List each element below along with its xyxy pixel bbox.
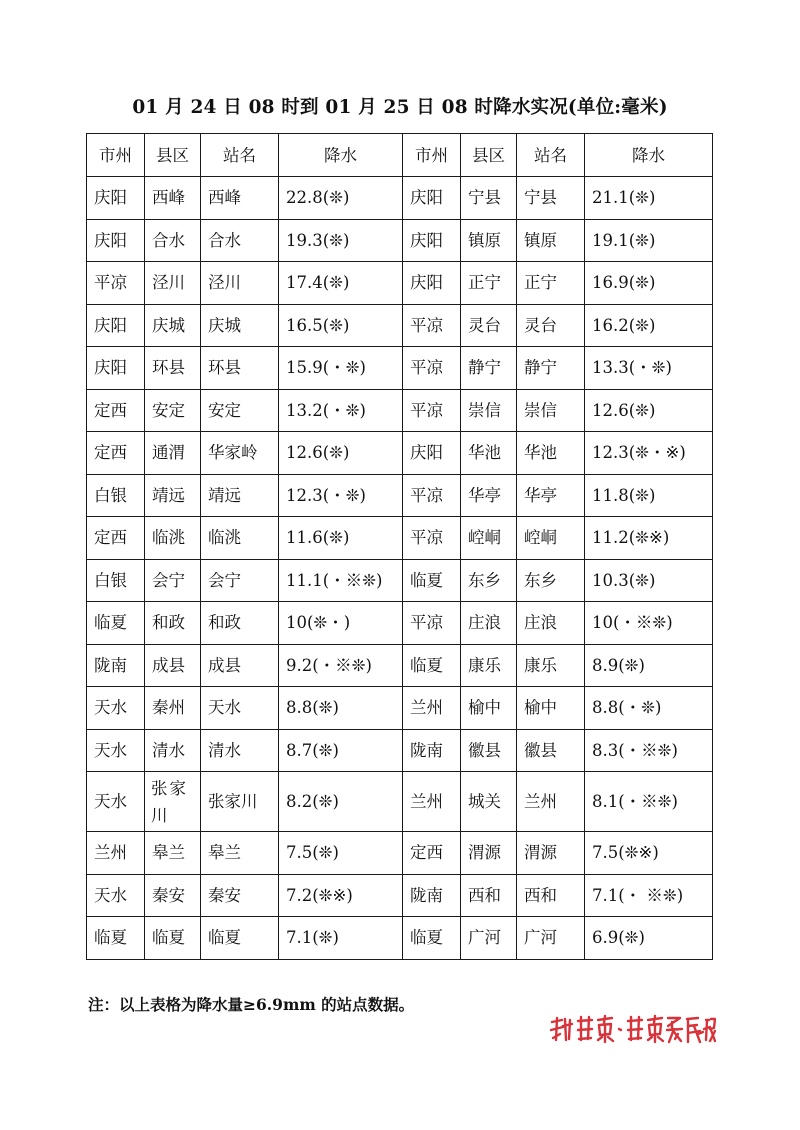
cell-city: 天水: [87, 729, 145, 772]
cell-precipitation: 13.3(・❊): [585, 347, 713, 390]
header-station: 站名: [517, 134, 585, 177]
cell-city: 白银: [87, 559, 145, 602]
cell-station: 庆城: [201, 304, 279, 347]
cell-county: 皋兰: [145, 832, 201, 875]
cell-station: 临洮: [201, 517, 279, 560]
cell-station: 广河: [517, 917, 585, 960]
cell-station: 秦安: [201, 874, 279, 917]
cell-county: 合水: [145, 219, 201, 262]
footnote: 注：以上表格为降水量≥6.9mm 的站点数据。: [88, 995, 415, 1014]
cell-county: 通渭: [145, 432, 201, 475]
cell-city: 庆阳: [403, 177, 461, 220]
table-row: [87, 687, 713, 730]
cell-city: 兰州: [87, 832, 145, 875]
cell-station: 崇信: [517, 389, 585, 432]
cell-city: 定西: [87, 432, 145, 475]
header-precipitation: 降水: [279, 134, 403, 177]
cell-county: 临夏: [145, 917, 201, 960]
header-station: 站名: [201, 134, 279, 177]
table-row: [87, 832, 713, 875]
cell-precipitation: 8.7(❊): [279, 729, 403, 772]
cell-station: 静宁: [517, 347, 585, 390]
cell-precipitation: 10.3(❊): [585, 559, 713, 602]
cell-city: 庆阳: [87, 347, 145, 390]
cell-precipitation: 7.5(❊): [279, 832, 403, 875]
cell-county: 庄浪: [461, 602, 517, 645]
cell-precipitation: 9.2(・※❊): [279, 644, 403, 687]
cell-station: 榆中: [517, 687, 585, 730]
cell-county: 康乐: [461, 644, 517, 687]
cell-precipitation: 12.3(❊・※): [585, 432, 713, 475]
table-row: [87, 917, 713, 960]
cell-city: 临夏: [87, 917, 145, 960]
table-header-row: [87, 134, 713, 177]
cell-station: 成县: [201, 644, 279, 687]
cell-city: 庆阳: [403, 262, 461, 305]
cell-station: 兰州: [517, 772, 585, 832]
cell-station: 康乐: [517, 644, 585, 687]
cell-county: 渭源: [461, 832, 517, 875]
cell-city: 定西: [403, 832, 461, 875]
cell-county: 灵台: [461, 304, 517, 347]
cell-precipitation: 12.6(❊): [279, 432, 403, 475]
cell-precipitation: 22.8(❊): [279, 177, 403, 220]
cell-station: 渭源: [517, 832, 585, 875]
cell-county: 正宁: [461, 262, 517, 305]
cell-city: 庆阳: [87, 177, 145, 220]
cell-station: 西和: [517, 874, 585, 917]
cell-county: 清水: [145, 729, 201, 772]
cell-precipitation: 17.4(❊): [279, 262, 403, 305]
cell-county: 榆中: [461, 687, 517, 730]
cell-county: 崆峒: [461, 517, 517, 560]
header-county: 县区: [461, 134, 517, 177]
cell-station: 和政: [201, 602, 279, 645]
cell-county: 安定: [145, 389, 201, 432]
cell-county: 环县: [145, 347, 201, 390]
cell-station: 正宁: [517, 262, 585, 305]
cell-county: 秦州: [145, 687, 201, 730]
cell-station: 天水: [201, 687, 279, 730]
table-row: [87, 517, 713, 560]
cell-county: 西峰: [145, 177, 201, 220]
cell-station: 环县: [201, 347, 279, 390]
table-row: [87, 432, 713, 475]
cell-station: 皋兰: [201, 832, 279, 875]
cell-station: 东乡: [517, 559, 585, 602]
cell-precipitation: 11.2(❊※): [585, 517, 713, 560]
cell-city: 平凉: [403, 602, 461, 645]
cell-county: 西和: [461, 874, 517, 917]
cell-city: 平凉: [403, 347, 461, 390]
cell-city: 临夏: [87, 602, 145, 645]
cell-county: 庆城: [145, 304, 201, 347]
cell-precipitation: 8.8(❊): [279, 687, 403, 730]
cell-station: 合水: [201, 219, 279, 262]
cell-city: 平凉: [403, 389, 461, 432]
cell-city: 天水: [87, 687, 145, 730]
cell-precipitation: 7.1(・ ※❊): [585, 874, 713, 917]
page-title: 01 月 24 日 08 时到 01 月 25 日 08 时降水实况(单位:毫米): [132, 97, 668, 118]
cell-city: 临夏: [403, 917, 461, 960]
cell-city: 庆阳: [403, 432, 461, 475]
cell-precipitation: 8.8(・❊): [585, 687, 713, 730]
cell-station: 张家川: [201, 772, 279, 832]
table-row: [87, 602, 713, 645]
cell-county: 成县: [145, 644, 201, 687]
cell-city: 平凉: [403, 517, 461, 560]
cell-county: 华亭: [461, 474, 517, 517]
cell-city: 平凉: [87, 262, 145, 305]
cell-precipitation: 12.6(❊): [585, 389, 713, 432]
header-county: 县区: [145, 134, 201, 177]
cell-precipitation: 7.2(❊※): [279, 874, 403, 917]
cell-precipitation: 12.3(・❊): [279, 474, 403, 517]
table-row: [87, 177, 713, 220]
cell-city: 庆阳: [403, 219, 461, 262]
cell-city: 白银: [87, 474, 145, 517]
cell-precipitation: 10(・※❊): [585, 602, 713, 645]
cell-county: 广河: [461, 917, 517, 960]
cell-city: 定西: [87, 389, 145, 432]
cell-precipitation: 8.1(・※❊): [585, 772, 713, 832]
cell-county: 临洮: [145, 517, 201, 560]
table-body: [87, 177, 713, 960]
cell-county: 张家川: [145, 772, 201, 832]
cell-county: 城关: [461, 772, 517, 832]
table-row: [87, 772, 713, 832]
cell-precipitation: 11.6(❊): [279, 517, 403, 560]
cell-city: 庆阳: [87, 219, 145, 262]
cell-station: 会宁: [201, 559, 279, 602]
table-row: [87, 644, 713, 687]
table-row: [87, 389, 713, 432]
cell-precipitation: 16.5(❊): [279, 304, 403, 347]
cell-precipitation: 13.2(・❊): [279, 389, 403, 432]
table-row: [87, 347, 713, 390]
cell-county: 和政: [145, 602, 201, 645]
cell-station: 庄浪: [517, 602, 585, 645]
cell-station: 西峰: [201, 177, 279, 220]
cell-station: 镇原: [517, 219, 585, 262]
table-row: [87, 304, 713, 347]
cell-city: 临夏: [403, 644, 461, 687]
cell-county: 宁县: [461, 177, 517, 220]
cell-precipitation: 7.5(❊※): [585, 832, 713, 875]
cell-city: 平凉: [403, 304, 461, 347]
cell-county: 崇信: [461, 389, 517, 432]
table-row: [87, 559, 713, 602]
cell-precipitation: 11.8(❊): [585, 474, 713, 517]
cell-city: 平凉: [403, 474, 461, 517]
cell-station: 灵台: [517, 304, 585, 347]
cell-station: 徽县: [517, 729, 585, 772]
cell-county: 会宁: [145, 559, 201, 602]
cell-precipitation: 11.1(・※❊): [279, 559, 403, 602]
cell-station: 靖远: [201, 474, 279, 517]
cell-precipitation: 16.9(❊): [585, 262, 713, 305]
cell-precipitation: 21.1(❊): [585, 177, 713, 220]
cell-county: 徽县: [461, 729, 517, 772]
cell-station: 清水: [201, 729, 279, 772]
cell-city: 兰州: [403, 687, 461, 730]
cell-city: 临夏: [403, 559, 461, 602]
header-precipitation: 降水: [585, 134, 713, 177]
cell-precipitation: 19.1(❊): [585, 219, 713, 262]
cell-station: 安定: [201, 389, 279, 432]
precipitation-table: [86, 133, 713, 960]
cell-county: 镇原: [461, 219, 517, 262]
cell-city: 庆阳: [87, 304, 145, 347]
cell-city: 陇南: [403, 874, 461, 917]
cell-county: 华池: [461, 432, 517, 475]
cell-precipitation: 6.9(❊): [585, 917, 713, 960]
cell-station: 泾川: [201, 262, 279, 305]
cell-station: 崆峒: [517, 517, 585, 560]
cell-station: 华家岭: [201, 432, 279, 475]
cell-county: 泾川: [145, 262, 201, 305]
cell-precipitation: 15.9(・❊): [279, 347, 403, 390]
header-city: 市州: [87, 134, 145, 177]
table-row: [87, 729, 713, 772]
cell-county: 秦安: [145, 874, 201, 917]
cell-precipitation: 8.9(❊): [585, 644, 713, 687]
cell-city: 陇南: [87, 644, 145, 687]
table-row: [87, 262, 713, 305]
table-row: [87, 874, 713, 917]
cell-city: 天水: [87, 772, 145, 832]
cell-precipitation: 19.3(❊): [279, 219, 403, 262]
table-row: [87, 474, 713, 517]
cell-station: 华亭: [517, 474, 585, 517]
cell-precipitation: 7.1(❊): [279, 917, 403, 960]
cell-precipitation: 16.2(❊): [585, 304, 713, 347]
cell-county: 东乡: [461, 559, 517, 602]
cell-precipitation: 8.3(・※❊): [585, 729, 713, 772]
cell-county: 靖远: [145, 474, 201, 517]
cell-city: 兰州: [403, 772, 461, 832]
cell-station: 临夏: [201, 917, 279, 960]
cell-precipitation: 10(❊・): [279, 602, 403, 645]
cell-precipitation: 8.2(❊): [279, 772, 403, 832]
table-row: [87, 219, 713, 262]
cell-station: 宁县: [517, 177, 585, 220]
cell-city: 定西: [87, 517, 145, 560]
cell-county: 静宁: [461, 347, 517, 390]
brand-logo: [548, 1012, 716, 1046]
cell-station: 华池: [517, 432, 585, 475]
header-city: 市州: [403, 134, 461, 177]
cell-city: 天水: [87, 874, 145, 917]
cell-city: 陇南: [403, 729, 461, 772]
